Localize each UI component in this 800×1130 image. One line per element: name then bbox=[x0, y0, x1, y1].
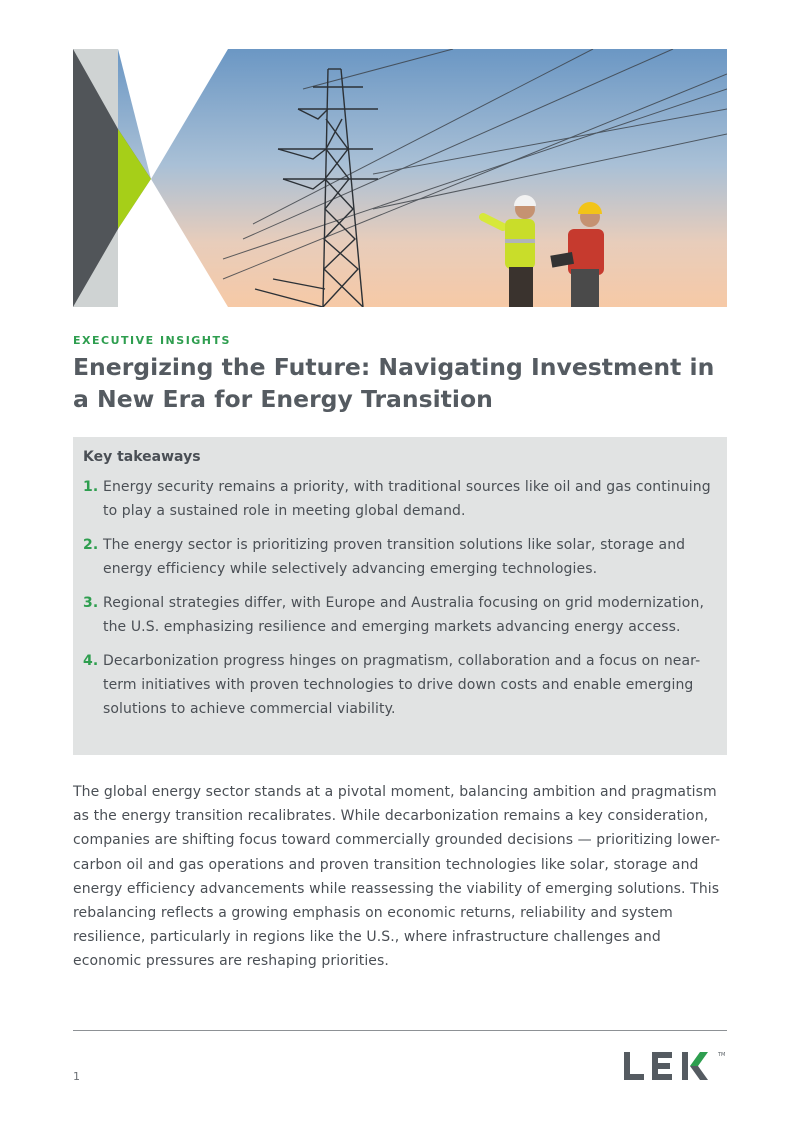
eyebrow-label: EXECUTIVE INSIGHTS bbox=[73, 334, 231, 347]
takeaway-text: Decarbonization progress hinges on pragmatism, collaboration and a focus on near-term initiatives with proven technologies to drive down costs and enable emerging solutions to achieve commercial viability. bbox=[103, 653, 701, 717]
footer-divider bbox=[73, 1030, 727, 1031]
lek-logo-mark bbox=[622, 1048, 728, 1084]
page-number: 1 bbox=[73, 1070, 80, 1083]
page-title: Energizing the Future: Navigating Investment in a New Era for Energy Transition bbox=[73, 353, 715, 413]
takeaway-text: Energy security remains a priority, with traditional sources like oil and gas continuing to play a sustained role in meeting global demand. bbox=[103, 479, 711, 519]
takeaway-text: The energy sector is prioritizing proven transition solutions like solar, storage and energy efficiency while selectively advancing emerging technologies. bbox=[103, 537, 686, 577]
takeaway-number: 1. bbox=[83, 479, 99, 495]
intro-paragraph: The global energy sector stands at a pivotal moment, balancing ambition and pragmatism as the energy transition recalibrates. While decarbonization remains a key consideration, companies are shifting focus toward commercially grounded decisions — prioritizing lower-carbon oil and gas operations and proven transition technologies like solar, storage and energy efficiency advancements while reassessing the viability of emerging solutions. This rebalancing reflects a growing emphasis on economic returns, reliability and system resilience, particularly in regions like the U.S., where infrastructure challenges and economic pressures are reshaping priorities. bbox=[73, 784, 721, 970]
key-takeaways-panel bbox=[73, 437, 727, 755]
key-takeaways-heading: Key takeaways bbox=[83, 449, 201, 465]
takeaway-item bbox=[83, 649, 715, 721]
takeaway-number: 4. bbox=[83, 653, 99, 669]
takeaway-text: Regional strategies differ, with Europe and Australia focusing on grid modernization, the U.S. emphasizing resilience and emerging markets advancing energy access. bbox=[103, 595, 704, 635]
takeaway-number: 2. bbox=[83, 537, 99, 553]
takeaway-number: 3. bbox=[83, 595, 99, 611]
takeaway-item bbox=[83, 475, 715, 523]
hero-graphic bbox=[73, 49, 727, 307]
hero-image bbox=[73, 49, 727, 307]
lek-logo bbox=[622, 1048, 728, 1084]
takeaways-list bbox=[83, 475, 715, 721]
takeaway-item bbox=[83, 533, 715, 581]
trademark-symbol: TM bbox=[718, 1052, 726, 1058]
takeaway-item bbox=[83, 591, 715, 639]
